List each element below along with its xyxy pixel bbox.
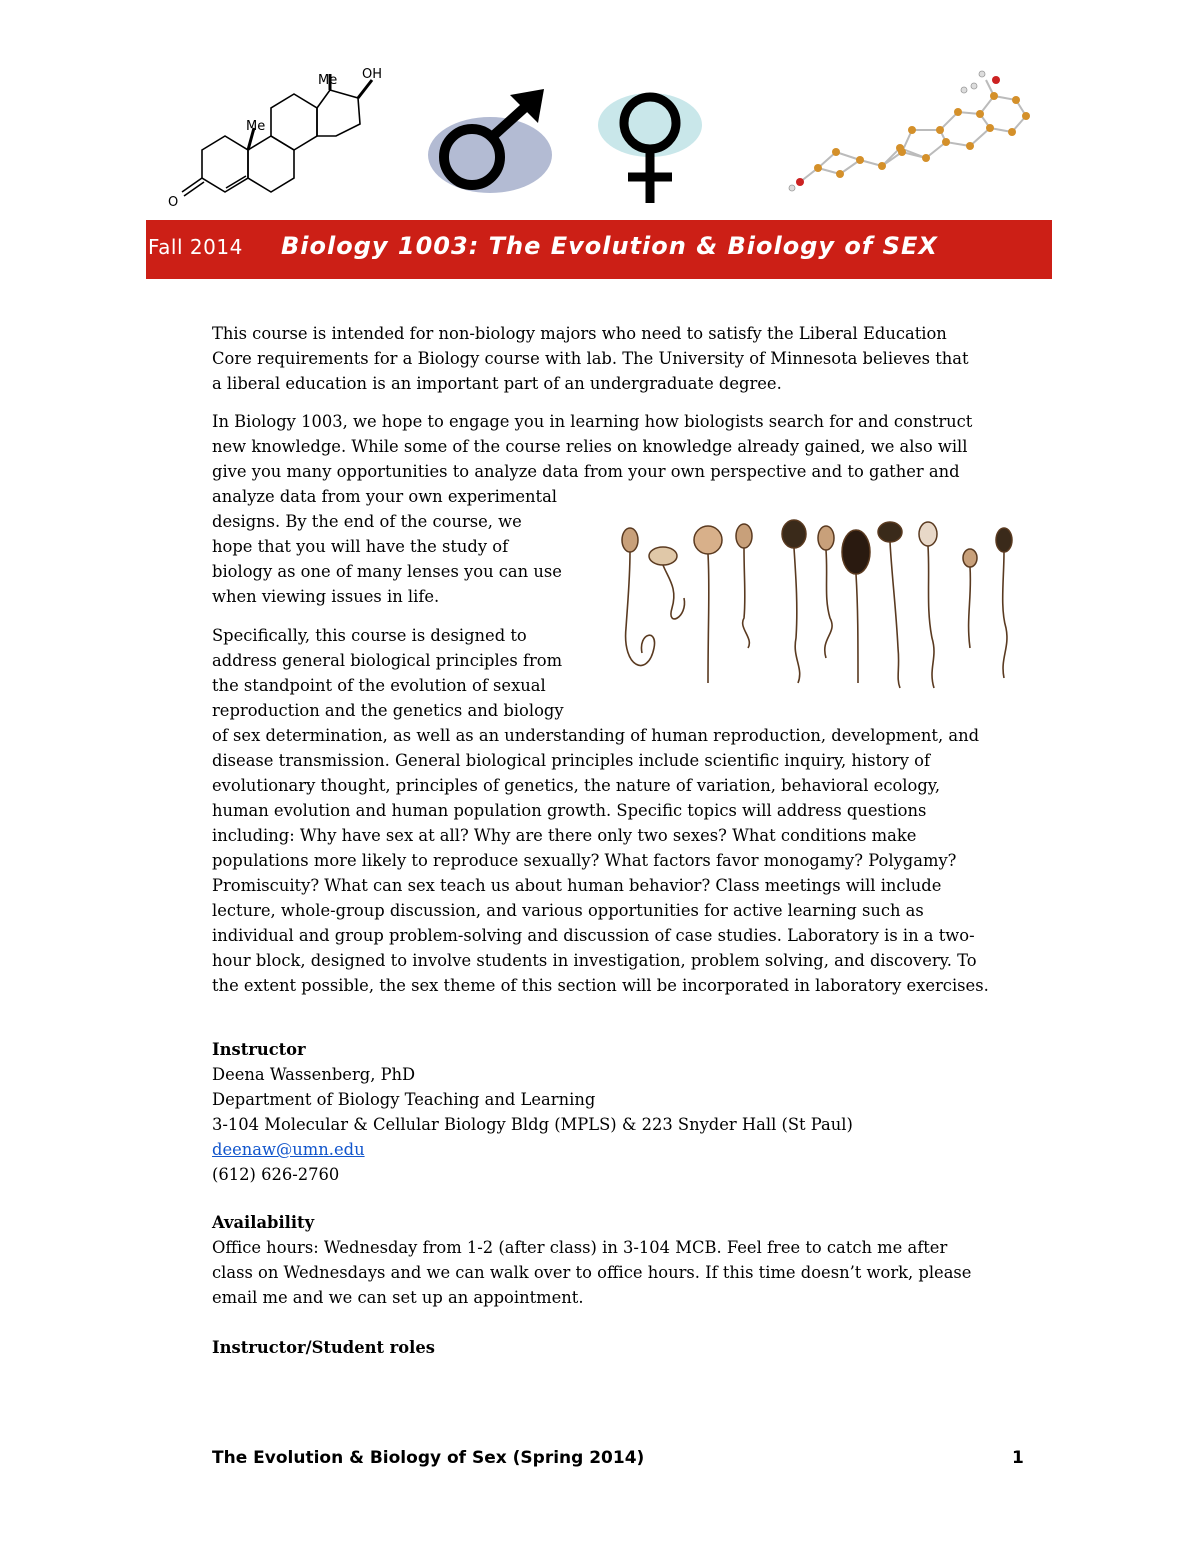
text-line: Promiscuity? What can sex teach us about human behavior? Class meetings will include	[212, 876, 942, 896]
text-line: hour block, designed to involve students in investigation, problem solving, and discovery. To	[212, 951, 977, 971]
text-line: including: Why have sex at all? Why are there only two sexes? What conditions make	[212, 826, 917, 846]
steroid-structure-diagram	[160, 60, 400, 210]
footer-title: The Evolution & Biology of Sex (Spring 2014)	[212, 1448, 645, 1468]
text-line: the extent possible, the sex theme of this section will be incorporated in laboratory exercises.	[212, 976, 989, 996]
text-line: a liberal education is an important part of an undergraduate degree.	[212, 374, 782, 394]
text-line: of sex determination, as well as an understanding of human reproduction, development, and	[212, 726, 980, 746]
molecule-ball-model-diagram	[780, 70, 1040, 200]
roles-heading: Instructor/Student roles	[212, 1338, 435, 1358]
text-line: new knowledge. While some of the course relies on knowledge already gained, we also will	[212, 437, 968, 457]
male-symbol-icon	[420, 85, 560, 200]
intro-paragraph-1	[212, 322, 969, 397]
text-line: Office hours: Wednesday from 1-2 (after class) in 3-104 MCB. Feel free to catch me after	[212, 1238, 948, 1258]
text-line: biology as one of many lenses you can use	[212, 562, 562, 582]
intro-paragraph-3	[212, 624, 989, 999]
text-line: hope that you will have the study of	[212, 537, 509, 557]
text-line: address general biological principles from	[212, 651, 563, 671]
text-line: designs. By the end of the course, we	[212, 512, 522, 532]
text-line: when viewing issues in life.	[212, 587, 440, 607]
text-line: human evolution and human population growth. Specific topics will address questions	[212, 801, 927, 821]
hydroxyl-label: OH	[362, 67, 383, 82]
instructor-name: Deena Wassenberg, PhD	[212, 1065, 416, 1085]
instructor-department: Department of Biology Teaching and Learning	[212, 1090, 596, 1110]
course-term: Fall 2014	[148, 235, 243, 259]
availability-heading: Availability	[212, 1213, 315, 1233]
text-line: analyze data from your own experimental	[212, 487, 558, 507]
instructor-email-link[interactable]: deenaw@umn.edu	[212, 1140, 365, 1160]
text-line: the standpoint of the evolution of sexual	[212, 676, 546, 696]
text-line: disease transmission. General biological principles include scientific inquiry, history of	[212, 751, 931, 771]
text-line: populations more likely to reproduce sexually? What factors favor monogamy? Polygamy?	[212, 851, 957, 871]
text-line: give you many opportunities to analyze data from your own perspective and to gather and	[212, 462, 960, 482]
female-symbol-icon	[590, 85, 710, 210]
course-title: Biology 1003: The Evolution & Biology of SEX	[281, 232, 938, 260]
text-line: reproduction and the genetics and biology	[212, 701, 564, 721]
instructor-office: 3-104 Molecular & Cellular Biology Bldg (MPLS) & 223 Snyder Hall (St Paul)	[212, 1115, 853, 1135]
text-line: In Biology 1003, we hope to engage you in learning how biologists search for and construct	[212, 412, 973, 432]
course-title-banner	[146, 220, 1052, 279]
text-line: Core requirements for a Biology course with lab. The University of Minnesota believes that	[212, 349, 969, 369]
availability-section	[212, 1211, 971, 1311]
instructor-phone: (612) 626-2760	[212, 1165, 340, 1185]
text-line: individual and group problem-solving and discussion of case studies. Laboratory is in a two-	[212, 926, 975, 946]
text-line: This course is intended for non-biology majors who need to satisfy the Liberal Education	[212, 324, 947, 344]
text-line: lecture, whole-group discussion, and various opportunities for active learning such as	[212, 901, 924, 921]
instructor-section	[212, 1038, 853, 1188]
page-number: 1	[1012, 1448, 1024, 1468]
text-line: Specifically, this course is designed to	[212, 626, 527, 646]
text-line: evolutionary thought, principles of genetics, the nature of variation, behavioral ecology,	[212, 776, 941, 796]
methyl-label-top: Me	[318, 73, 338, 88]
oxygen-label: O	[168, 195, 179, 210]
text-line: class on Wednesdays and we can walk over to office hours. If this time doesn’t work, please	[212, 1263, 972, 1283]
roles-section	[212, 1336, 435, 1361]
instructor-heading: Instructor	[212, 1040, 306, 1060]
methyl-label-mid: Me	[246, 119, 266, 134]
text-line: email me and we can set up an appointment.	[212, 1288, 584, 1308]
